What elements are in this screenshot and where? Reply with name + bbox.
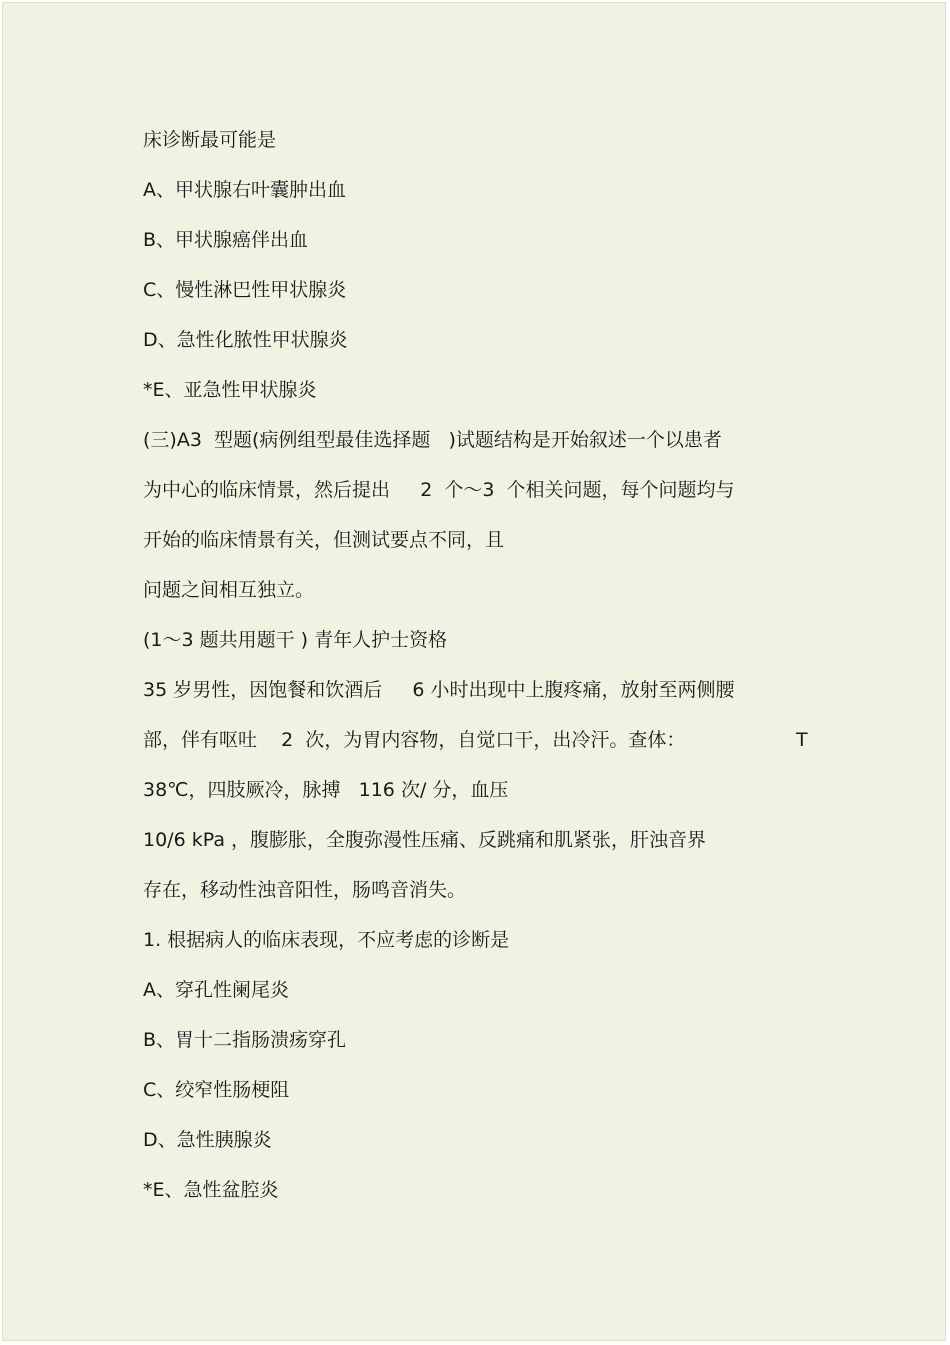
section-intro-line: (三)A3 型题(病例组型最佳选择题 )试题结构是开始叙述一个以患者	[143, 429, 722, 451]
option-b: B、胃十二指肠溃疡穿孔	[143, 1029, 347, 1051]
case-description-line: 部，伴有呕吐 2 次，为胃内容物，自觉口干，出冷汗。查体：	[143, 729, 686, 751]
question-stem: 1. 根据病人的临床表现，不应考虑的诊断是	[143, 929, 510, 951]
option-b: B、甲状腺癌伴出血	[143, 229, 309, 251]
shared-stem-heading: (1～3 题共用题干 ) 青年人护士资格	[143, 629, 448, 651]
section-intro-line: 开始的临床情景有关，但测试要点不同，且	[143, 529, 505, 551]
case-description-line: 38℃，四肢厥冷，脉搏 116 次/ 分，血压	[143, 779, 509, 801]
text-line: 床诊断最可能是	[143, 129, 277, 151]
option-e-correct: *E、急性盆腔炎	[143, 1179, 279, 1201]
option-c: C、慢性淋巴性甲状腺炎	[143, 279, 347, 301]
option-a: A、穿孔性阑尾炎	[143, 979, 289, 1001]
option-d: D、急性胰腺炎	[143, 1129, 272, 1151]
option-c: C、绞窄性肠梗阻	[143, 1079, 290, 1101]
option-a: A、甲状腺右叶囊肿出血	[143, 179, 346, 201]
option-d: D、急性化脓性甲状腺炎	[143, 329, 348, 351]
case-description-line: 35 岁男性，因饱餐和饮酒后 6 小时出现中上腹疼痛，放射至两侧腰	[143, 679, 735, 701]
option-e-correct: *E、亚急性甲状腺炎	[143, 379, 317, 401]
case-description-line: 10/6 kPa ，腹膨胀，全腹弥漫性压痛、反跳痛和肌紧张，肝浊音界	[143, 829, 706, 851]
case-description-temperature-label: T	[796, 729, 808, 751]
section-intro-line: 问题之间相互独立。	[143, 579, 315, 601]
section-intro-line: 为中心的临床情景，然后提出 2 个～3 个相关问题，每个问题均与	[143, 479, 735, 501]
case-description-line: 存在，移动性浊音阳性，肠鸣音消失。	[143, 879, 467, 901]
